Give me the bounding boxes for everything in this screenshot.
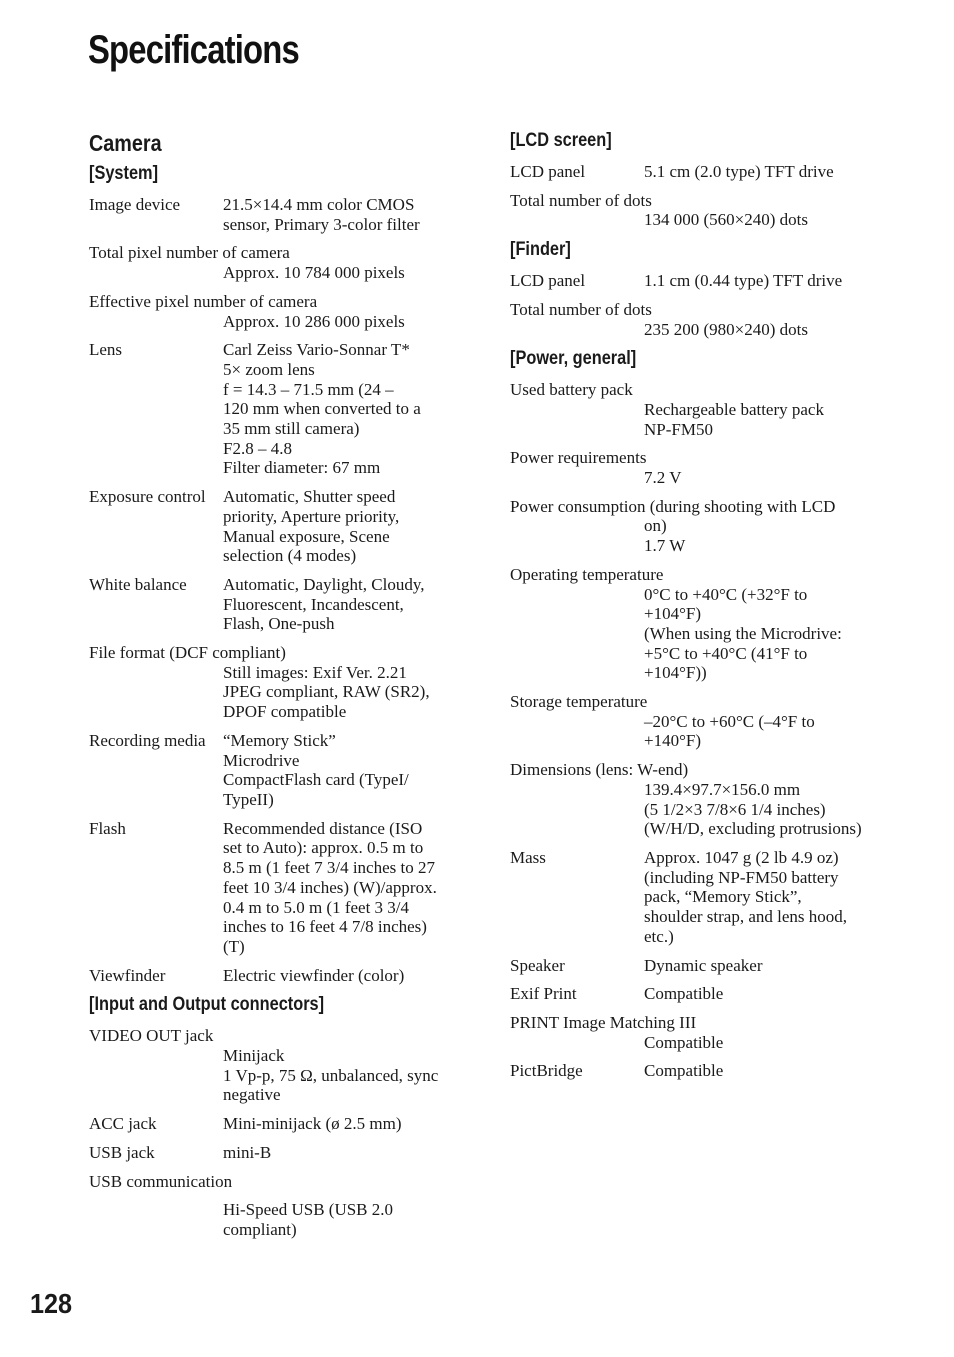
spec-value — [644, 1061, 900, 1081]
spec-entry-used-battery-pack — [510, 380, 900, 439]
spec-entry-total-pixel-number-of-camera — [89, 243, 469, 282]
spec-value-line: compliant) — [223, 1219, 297, 1239]
spec-value-line: 7.2 V — [644, 468, 682, 488]
spec-value-line: 120 mm when converted to a — [223, 399, 421, 419]
spec-entry-speaker — [510, 956, 900, 976]
spec-label: Recording media — [89, 730, 206, 750]
spec-value-line: (W/H/D, excluding protrusions) — [644, 819, 862, 839]
spec-value-line: –20°C to +60°C (–4°F to — [644, 711, 815, 731]
spec-entry-viewfinder — [89, 966, 469, 986]
spec-value-line: Hi-Speed USB (USB 2.0 — [223, 1200, 394, 1220]
spec-label: White balance — [89, 574, 187, 594]
subsection-heading-lcd-screen: [LCD screen] — [510, 130, 612, 151]
spec-entry-effective-pixel-number-of-camera — [89, 292, 469, 331]
spec-entry-lcd-panel — [510, 271, 900, 291]
spec-value-line: inches to 16 feet 4 7/8 inches) — [223, 917, 427, 937]
spec-value — [510, 516, 900, 555]
spec-value-line: Recommended distance (ISO — [223, 818, 423, 838]
subsection-heading-finder: [Finder] — [510, 239, 571, 261]
spec-label: Used battery pack — [510, 380, 633, 400]
spec-value-line: +140°F) — [644, 731, 702, 751]
spec-value — [510, 210, 900, 230]
subsection-heading-system: [System] — [89, 163, 159, 184]
spec-value — [644, 956, 900, 976]
spec-value-line: etc.) — [644, 926, 674, 946]
spec-value-line: NP-FM50 — [644, 419, 713, 439]
spec-entry-operating-temperature — [510, 565, 900, 683]
spec-entry-acc-jack — [89, 1114, 469, 1134]
spec-entry-storage-temperature — [510, 692, 900, 751]
spec-entry-exposure-control — [89, 487, 469, 566]
right-column — [510, 130, 900, 1090]
spec-value-line: Automatic, Daylight, Cloudy, — [223, 574, 425, 594]
subsection-heading-power-general: [Power, general] — [510, 348, 637, 370]
spec-value-line: 5.1 cm (2.0 type) TFT drive — [644, 162, 834, 181]
spec-value-line: F2.8 – 4.8 — [223, 438, 292, 458]
spec-value-line: TypeII) — [223, 789, 274, 809]
spec-value-line: f = 14.3 – 71.5 mm (24 – — [223, 379, 394, 399]
spec-label: Mass — [510, 847, 546, 867]
subsection-heading-input-and-output-connectors: [Input and Output connectors] — [89, 994, 325, 1016]
spec-value — [223, 966, 469, 986]
spec-value — [510, 1033, 900, 1053]
spec-label: Dimensions (lens: W-end) — [510, 760, 689, 780]
spec-entry-lens — [89, 340, 469, 478]
spec-entry-white-balance — [89, 575, 469, 634]
spec-entry-mass — [510, 848, 900, 947]
spec-value-line: (T) — [223, 936, 245, 956]
spec-entry-total-number-of-dots — [510, 191, 900, 230]
spec-entry-flash — [89, 819, 469, 957]
spec-value — [644, 162, 900, 182]
spec-label: Power requirements — [510, 448, 647, 468]
spec-value-line: priority, Aperture priority, — [223, 506, 400, 526]
spec-value-line: DPOF compatible — [223, 702, 347, 722]
spec-label: Exposure control — [89, 487, 206, 507]
spec-value — [644, 984, 900, 1004]
spec-value-line: Filter diameter: 67 mm — [223, 458, 381, 478]
right-groups — [510, 130, 900, 1081]
spec-value-line: CompactFlash card (TypeI/ — [223, 770, 409, 790]
spec-label: USB jack — [89, 1142, 155, 1162]
spec-value-line: 8.5 m (1 feet 7 3/4 inches to 27 — [223, 858, 435, 878]
spec-value-line: Approx. 1047 g (2 lb 4.9 oz) — [644, 847, 839, 867]
spec-value-line: Rechargeable battery pack — [644, 399, 824, 419]
spec-label: Exif Print — [510, 984, 577, 1004]
spec-value-line: 0°C to +40°C (+32°F to — [644, 584, 808, 604]
spec-value — [644, 848, 900, 947]
spec-value — [223, 731, 469, 810]
spec-value — [223, 1143, 469, 1163]
spec-value-line: sensor, Primary 3-color filter — [223, 214, 420, 234]
spec-entry-file-format-dcf-compliant — [89, 643, 469, 722]
spec-value-line: mini-B — [223, 1142, 272, 1162]
spec-value — [223, 575, 469, 634]
spec-label: Total number of dots — [510, 299, 652, 319]
spec-value-line: on) — [644, 516, 667, 536]
spec-label: LCD panel — [510, 271, 586, 291]
spec-entry-power-consumption-during-shooting-with-lcd — [510, 497, 900, 556]
spec-value-line: Automatic, Shutter speed — [223, 487, 396, 507]
spec-value — [644, 271, 900, 291]
spec-entry-video-out-jack — [89, 1026, 469, 1105]
spec-value-line: 235 200 (980×240) dots — [644, 319, 808, 339]
spec-label: Lens — [89, 340, 123, 360]
spec-value-line: Still images: Exif Ver. 2.21 — [223, 662, 407, 682]
spec-value-line: (5 1/2×3 7/8×6 1/4 inches) — [644, 799, 826, 819]
spec-value — [89, 263, 469, 283]
spec-value-line: set to Auto): approx. 0.5 m to — [223, 838, 424, 858]
spec-label: File format (DCF compliant) — [89, 643, 286, 663]
spec-value-line: +104°F) — [644, 604, 702, 624]
spec-label: Viewfinder — [89, 965, 166, 985]
spec-label: Total pixel number of camera — [89, 243, 290, 263]
spec-label: Operating temperature — [510, 564, 664, 584]
spec-value-line: Carl Zeiss Vario-Sonnar T* — [223, 340, 410, 360]
spec-entry-image-device — [89, 195, 469, 234]
spec-label: PictBridge — [510, 1061, 583, 1081]
spec-value-line: Microdrive — [223, 750, 300, 770]
spec-label: LCD panel — [510, 162, 586, 181]
spec-value — [510, 585, 900, 684]
spec-value-line: 5× zoom lens — [223, 359, 315, 379]
spec-entry-lcd-panel — [510, 162, 900, 182]
spec-label: Storage temperature — [510, 692, 648, 712]
spec-entry-exif-print — [510, 984, 900, 1004]
spec-value-line: selection (4 modes) — [223, 546, 357, 566]
spec-value-line: 0.4 m to 5.0 m (1 feet 3 3/4 — [223, 897, 410, 917]
spec-label: Total number of dots — [510, 190, 652, 210]
spec-value-line: 134 000 (560×240) dots — [644, 210, 808, 230]
spec-value-line: feet 10 3/4 inches) (W)/approx. — [223, 877, 437, 897]
spec-value-line: 1.1 cm (0.44 type) TFT drive — [644, 271, 843, 291]
spec-value — [89, 312, 469, 332]
spec-value — [223, 1114, 469, 1134]
spec-value — [510, 780, 900, 839]
spec-value-line: Electric viewfinder (color) — [223, 965, 405, 985]
spec-value-line: pack, “Memory Stick”, — [644, 887, 802, 907]
spec-value-line: (When using the Microdrive: — [644, 623, 842, 643]
spec-value-line: 1.7 W — [644, 536, 686, 556]
spec-value-line: Approx. 10 784 000 pixels — [223, 263, 405, 283]
spec-value-line: Flash, One-push — [223, 614, 335, 634]
spec-value-line: Compatible — [644, 1032, 724, 1052]
spec-value-line: Dynamic speaker — [644, 955, 763, 975]
spec-entry-usb-jack — [89, 1143, 469, 1163]
spec-value — [89, 1046, 469, 1105]
left-column — [89, 130, 469, 1249]
spec-label: Speaker — [510, 955, 565, 975]
spec-value-line: “Memory Stick” — [223, 730, 336, 750]
spec-value — [510, 400, 900, 439]
spec-value-line: Mini-minijack (ø 2.5 mm) — [223, 1114, 402, 1134]
spec-value — [223, 819, 469, 957]
spec-label: Effective pixel number of camera — [89, 291, 318, 311]
spec-value — [510, 468, 900, 488]
spec-entry-pictbridge — [510, 1061, 900, 1081]
section-heading-camera: Camera — [89, 130, 162, 156]
spec-value — [510, 320, 900, 340]
spec-value-line: 139.4×97.7×156.0 mm — [644, 779, 801, 799]
page-title: Specifications — [88, 28, 299, 72]
left-groups — [89, 163, 469, 1240]
spec-label: Flash — [89, 818, 126, 838]
spec-value-line: Compatible — [644, 1061, 724, 1081]
spec-value-line: +5°C to +40°C (41°F to — [644, 643, 808, 663]
spec-value-line: 35 mm still camera) — [223, 419, 360, 439]
spec-label: Image device — [89, 195, 181, 214]
spec-value-line: (including NP-FM50 battery — [644, 867, 839, 887]
spec-label: Power consumption (during shooting with LCD — [510, 496, 836, 516]
spec-value-line: 21.5×14.4 mm color CMOS — [223, 195, 415, 214]
spec-label: VIDEO OUT jack — [89, 1026, 214, 1046]
spec-value-line: negative — [223, 1085, 281, 1105]
spec-value-line: Fluorescent, Incandescent, — [223, 594, 404, 614]
spec-value-line: Approx. 10 286 000 pixels — [223, 311, 405, 331]
spec-entry-dimensions-lens-w-end — [510, 760, 900, 839]
spec-value — [510, 712, 900, 751]
spec-value-line: JPEG compliant, RAW (SR2), — [223, 682, 430, 702]
page-number: 128 — [30, 1288, 73, 1319]
spec-value-line: Manual exposure, Scene — [223, 526, 390, 546]
spec-entry-power-requirements — [510, 448, 900, 487]
spec-label: ACC jack — [89, 1114, 157, 1134]
spec-value-line: Minijack — [223, 1046, 285, 1066]
spec-entry-total-number-of-dots — [510, 300, 900, 339]
spec-value-line: +104°F)) — [644, 663, 707, 683]
spec-label: USB communication — [89, 1171, 233, 1191]
spec-value — [89, 1200, 469, 1239]
spec-value-line: Compatible — [644, 984, 724, 1004]
spec-label: PRINT Image Matching III — [510, 1012, 697, 1032]
spec-value-line: 1 Vp-p, 75 Ω, unbalanced, sync — [223, 1065, 439, 1085]
spec-entry-print-image-matching-iii — [510, 1013, 900, 1052]
spec-value — [89, 663, 469, 722]
spec-entry-usb-communication — [89, 1172, 469, 1240]
spec-value — [223, 340, 469, 478]
spec-value — [223, 195, 469, 234]
spec-value-line: shoulder strap, and lens hood, — [644, 907, 848, 927]
spec-value — [223, 487, 469, 566]
spec-entry-recording-media — [89, 731, 469, 810]
